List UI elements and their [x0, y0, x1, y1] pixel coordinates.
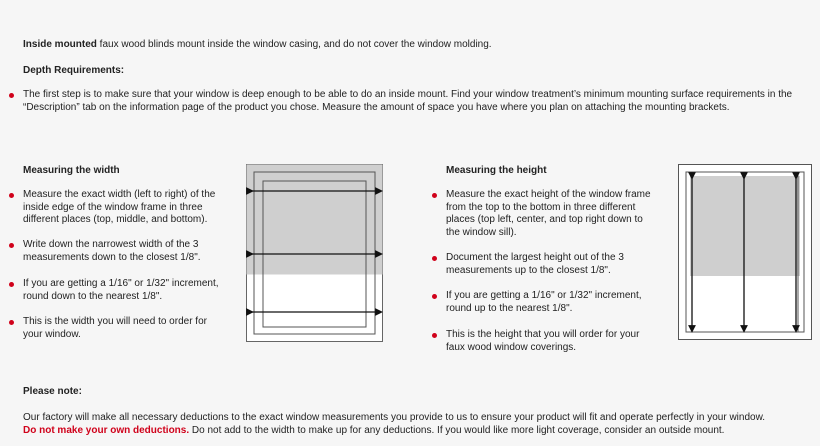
height-bullet-2: Document the largest height out of the 3 measurements up to the closest 1/8". [432, 252, 654, 277]
note-warning: Do not make your own deductions. [23, 425, 190, 436]
depth-bullet: The first step is to make sure that your window is deep enough to be able to do an inside mount. Find your window treatment’s minimum mounting surface requirements in the “Description” tab on the information page of the product you chose. Measure the amount of space you have where you plan on attaching the mounting brackets. [9, 89, 803, 114]
note-line-1: Our factory will make all necessary deductions to the exact window measurements you provide to us to ensure your product will fit and operate perfectly in your window. [23, 412, 766, 423]
intro-rest: faux wood blinds mount inside the window casing, and do not cover the window molding. [96, 39, 492, 50]
height-bullet-3: If you are getting a 1/16" or 1/32" increment, round up to the nearest 1/8". [432, 290, 654, 315]
width-bullet-1: Measure the exact width (left to right) of the inside edge of the window frame in three different places (top, middle, and bottom). [9, 189, 223, 227]
width-bullet-4: This is the width you will need to order for your window. [9, 316, 223, 341]
height-diagram-icon [678, 164, 812, 340]
note-line-2 [23, 424, 813, 437]
width-heading: Measuring the width [23, 165, 120, 176]
height-bullet-4: This is the height that you will order for your faux wood window coverings. [432, 329, 654, 354]
height-heading: Measuring the height [446, 165, 547, 176]
width-bullet-2: Write down the narrowest width of the 3 measurements down to the closest 1/8". [9, 239, 223, 264]
note-rest: Do not add to the width to make up for any deductions. If you would like more light coverage, consider an outside mount. [189, 425, 725, 436]
note-heading: Please note: [23, 386, 82, 397]
intro-text [23, 38, 803, 51]
depth-heading: Depth Requirements: [23, 65, 125, 76]
intro-bold: Inside mounted [23, 39, 97, 50]
width-diagram-icon [246, 164, 383, 342]
height-bullet-1: Measure the exact height of the window frame from the top to the bottom in three different places (top left, center, and top right down to the window sill). [432, 189, 654, 239]
width-bullet-3: If you are getting a 1/16" or 1/32" increment, round down to the nearest 1/8". [9, 278, 223, 303]
